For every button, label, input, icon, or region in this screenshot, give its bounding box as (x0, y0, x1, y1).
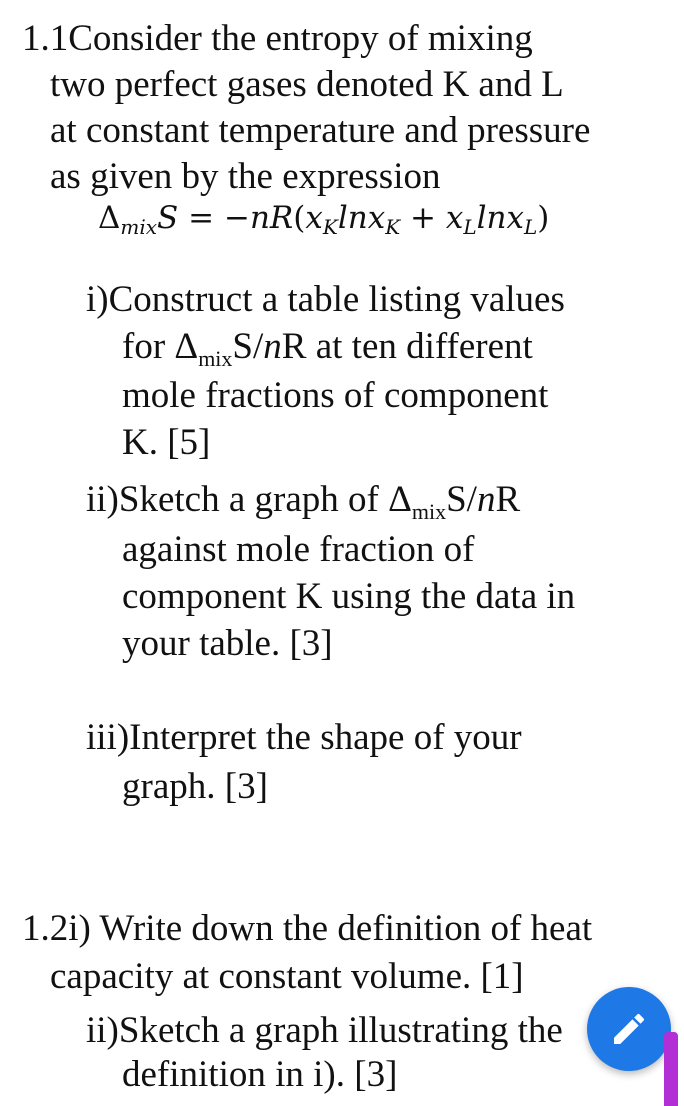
part-ii-line-1 (86, 478, 520, 522)
q1-2-part-ii-line-2: definition in i). [3] (122, 1054, 398, 1095)
part-i-line-1: i)Construct a table listing values (86, 279, 565, 320)
eq-coef: nR (249, 200, 294, 236)
eq-s: S (157, 200, 179, 236)
eq-open: ( (293, 200, 306, 236)
part-iii-line-2: graph. [3] (122, 766, 268, 807)
eq-x1: x (305, 200, 323, 236)
part-i-line-3: mole fractions of component (122, 375, 549, 416)
q1-1-line-3: at constant temperature and pressure (50, 110, 591, 151)
eq-x1-sub: K (322, 215, 338, 239)
eq-plus: + (400, 200, 446, 236)
entropy-equation (98, 196, 549, 240)
q1-2-part-ii-line-1: ii)Sketch a graph illustrating the (86, 1010, 563, 1051)
part-ii-s-slash: S/ (446, 479, 477, 520)
q1-2-line-1: 1.2i) Write down the definition of heat (22, 908, 593, 949)
eq-equals: = − (178, 200, 250, 236)
part-ii-line-3: component K using the data in (122, 576, 576, 617)
eq-close: ) (537, 200, 550, 236)
part-ii-line-4: your table. [3] (122, 623, 333, 664)
q1-1-line-1: 1.1Consider the entropy of mixing (22, 18, 533, 59)
eq-x2-sub: L (463, 215, 477, 239)
purple-edge-marker (664, 1032, 678, 1106)
part-ii-mix-sub: mix (411, 499, 447, 524)
pencil-icon (609, 1009, 649, 1049)
part-ii-n: n (476, 479, 496, 520)
q1-1-line-2: two perfect gases denoted K and L (50, 64, 564, 105)
part-i-line-4: K. [5] (122, 422, 211, 463)
eq-x2: x (445, 200, 464, 236)
part-i-rest: R at ten different (281, 326, 533, 367)
eq-delta: Δ (98, 200, 121, 236)
part-ii-sketch: ii)Sketch a graph of Δ (86, 479, 412, 520)
part-i-line-2 (122, 325, 533, 369)
part-i-for-delta: for Δ (122, 326, 199, 367)
q1-2-line-2: capacity at constant volume. [1] (50, 956, 524, 997)
eq-ln1: lnx (337, 200, 386, 236)
q1-1-line-4: as given by the expression (50, 156, 441, 197)
part-i-n: n (263, 326, 282, 367)
eq-ln2-sub: L (523, 215, 538, 239)
part-ii-r: R (495, 479, 521, 520)
part-i-mix-sub: mix (198, 346, 233, 371)
part-ii-line-2: against mole fraction of (122, 529, 475, 570)
eq-ln1-sub: K (385, 215, 401, 239)
part-i-s-slash: S/ (232, 326, 264, 367)
part-iii-line-1: iii)Interpret the shape of your (86, 717, 522, 758)
edit-fab-button[interactable] (587, 987, 671, 1071)
eq-ln2: lnx (476, 200, 524, 236)
eq-mix-sub: mix (120, 215, 158, 239)
